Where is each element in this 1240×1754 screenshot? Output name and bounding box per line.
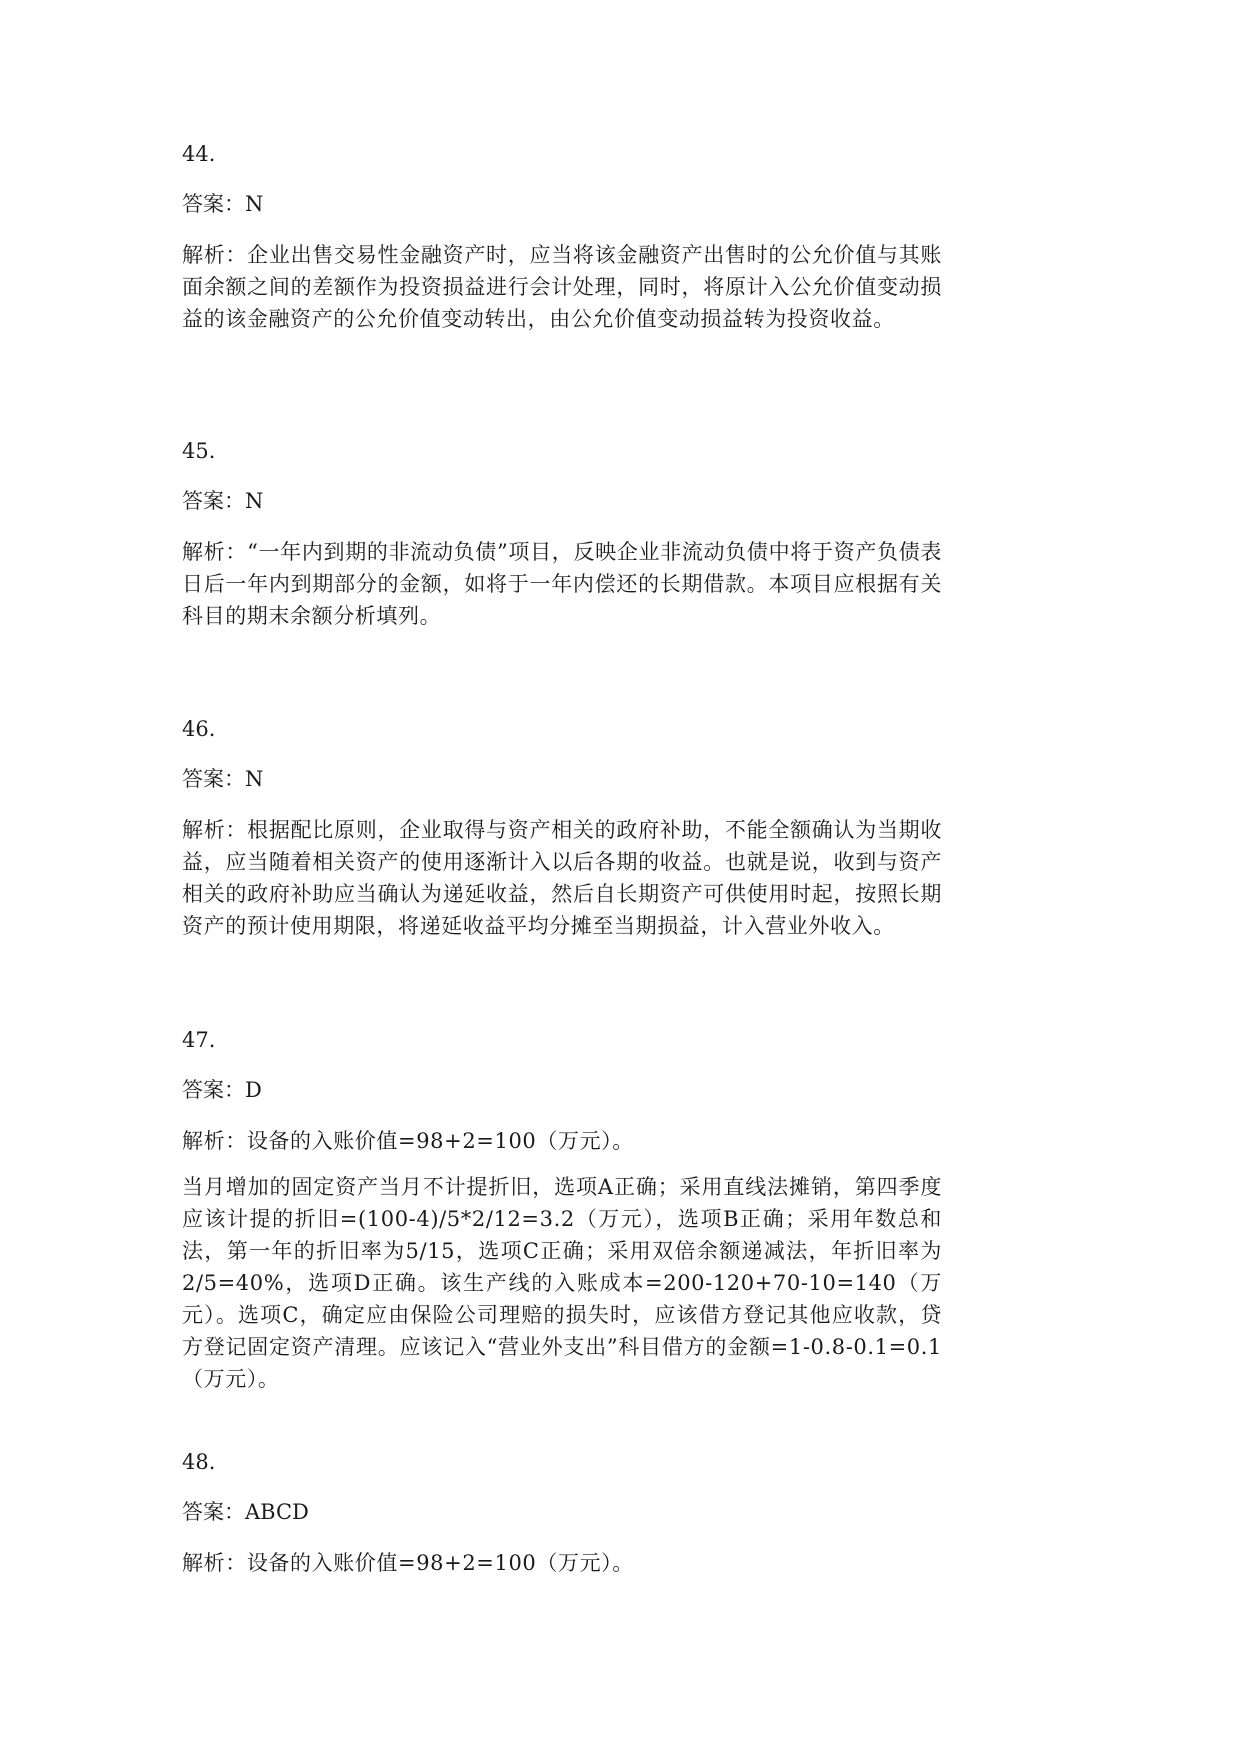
answer-value: D — [245, 1078, 262, 1102]
explanation-paragraph: 解析：设备的入账价值=98+2=100（万元）。 — [182, 1129, 634, 1153]
question-45 — [182, 437, 942, 632]
answer-line — [182, 190, 942, 218]
explanation — [182, 536, 942, 632]
question-number: 48. — [182, 1450, 216, 1474]
explanation — [182, 1547, 942, 1579]
question-number: 45. — [182, 439, 216, 463]
answer-value: N — [245, 192, 264, 216]
explanation-label: 解析： — [182, 243, 248, 267]
question-47 — [182, 1026, 942, 1395]
answer-value: N — [245, 489, 264, 513]
explanation-paragraph: 解析：根据配比原则，企业取得与资产相关的政府补助，不能全额确认为当期收益，应当随着相关资产的使用逐渐计入以后各期的收益。也就是说，收到与资产相关的政府补助应当确认为递延收益，然后自长期资产可供使用时起，按照长期资产的预计使用期限，将递延收益平均分摊至当期损益，计入营业外收入。 — [182, 818, 942, 938]
answer-value: N — [245, 767, 264, 791]
explanation — [182, 814, 942, 942]
answer-line — [182, 1498, 942, 1526]
answer-value: ABCD — [245, 1500, 309, 1524]
question-46 — [182, 715, 942, 942]
answer-label: 答案： — [182, 1500, 245, 1524]
answer-line — [182, 487, 942, 515]
question-number: 44. — [182, 142, 216, 166]
question-number: 47. — [182, 1028, 216, 1052]
answer-label: 答案： — [182, 1078, 245, 1102]
explanation-label: 解析： — [182, 818, 248, 842]
explanation-paragraph: 解析：“一年内到期的非流动负债”项目，反映企业非流动负债中将于资产负债表日后一年内到期部分的金额，如将于一年内偿还的长期借款。本项目应根据有关科目的期末余额分析填列。 — [182, 540, 942, 628]
question-48 — [182, 1448, 942, 1579]
answer-label: 答案： — [182, 767, 245, 791]
explanation-label: 解析： — [182, 1551, 247, 1575]
explanation — [182, 239, 942, 335]
explanation-paragraph: 解析：企业出售交易性金融资产时，应当将该金融资产出售时的公允价值与其账面余额之间的差额作为投资损益进行会计处理，同时，将原计入公允价值变动损益的该金融资产的公允价值变动转出，由公允价值变动损益转为投资收益。 — [182, 243, 942, 331]
answer-line — [182, 765, 942, 793]
explanation-paragraph: 解析：设备的入账价值=98+2=100（万元）。 — [182, 1551, 634, 1575]
question-number: 46. — [182, 717, 216, 741]
explanation-label: 解析： — [182, 1129, 247, 1153]
explanation-paragraph: 当月增加的固定资产当月不计提折旧，选项A正确；采用直线法摊销，第四季度应该计提的折旧=(100-4)/5*2/12=3.2（万元），选项B正确；采用年数总和法，第一年的折旧率为5/15，选项C正确；采用双倍余额递减法，年折旧率为2/5=40%，选项D正确。该生产线的入账成本=200-120+70-10=140（万元）。选项C，确定应由保险公司理赔的损失时，应该借方登记其他应收款，贷方登记固定资产清理。应该记入“营业外支出”科目借方的金额=1-0.8-0.1=0.1（万元）。 — [182, 1175, 942, 1391]
answer-label: 答案： — [182, 192, 245, 216]
answer-label: 答案： — [182, 489, 245, 513]
question-44 — [182, 140, 942, 335]
answer-line — [182, 1076, 942, 1104]
explanation-label: 解析： — [182, 540, 248, 564]
explanation — [182, 1125, 942, 1395]
